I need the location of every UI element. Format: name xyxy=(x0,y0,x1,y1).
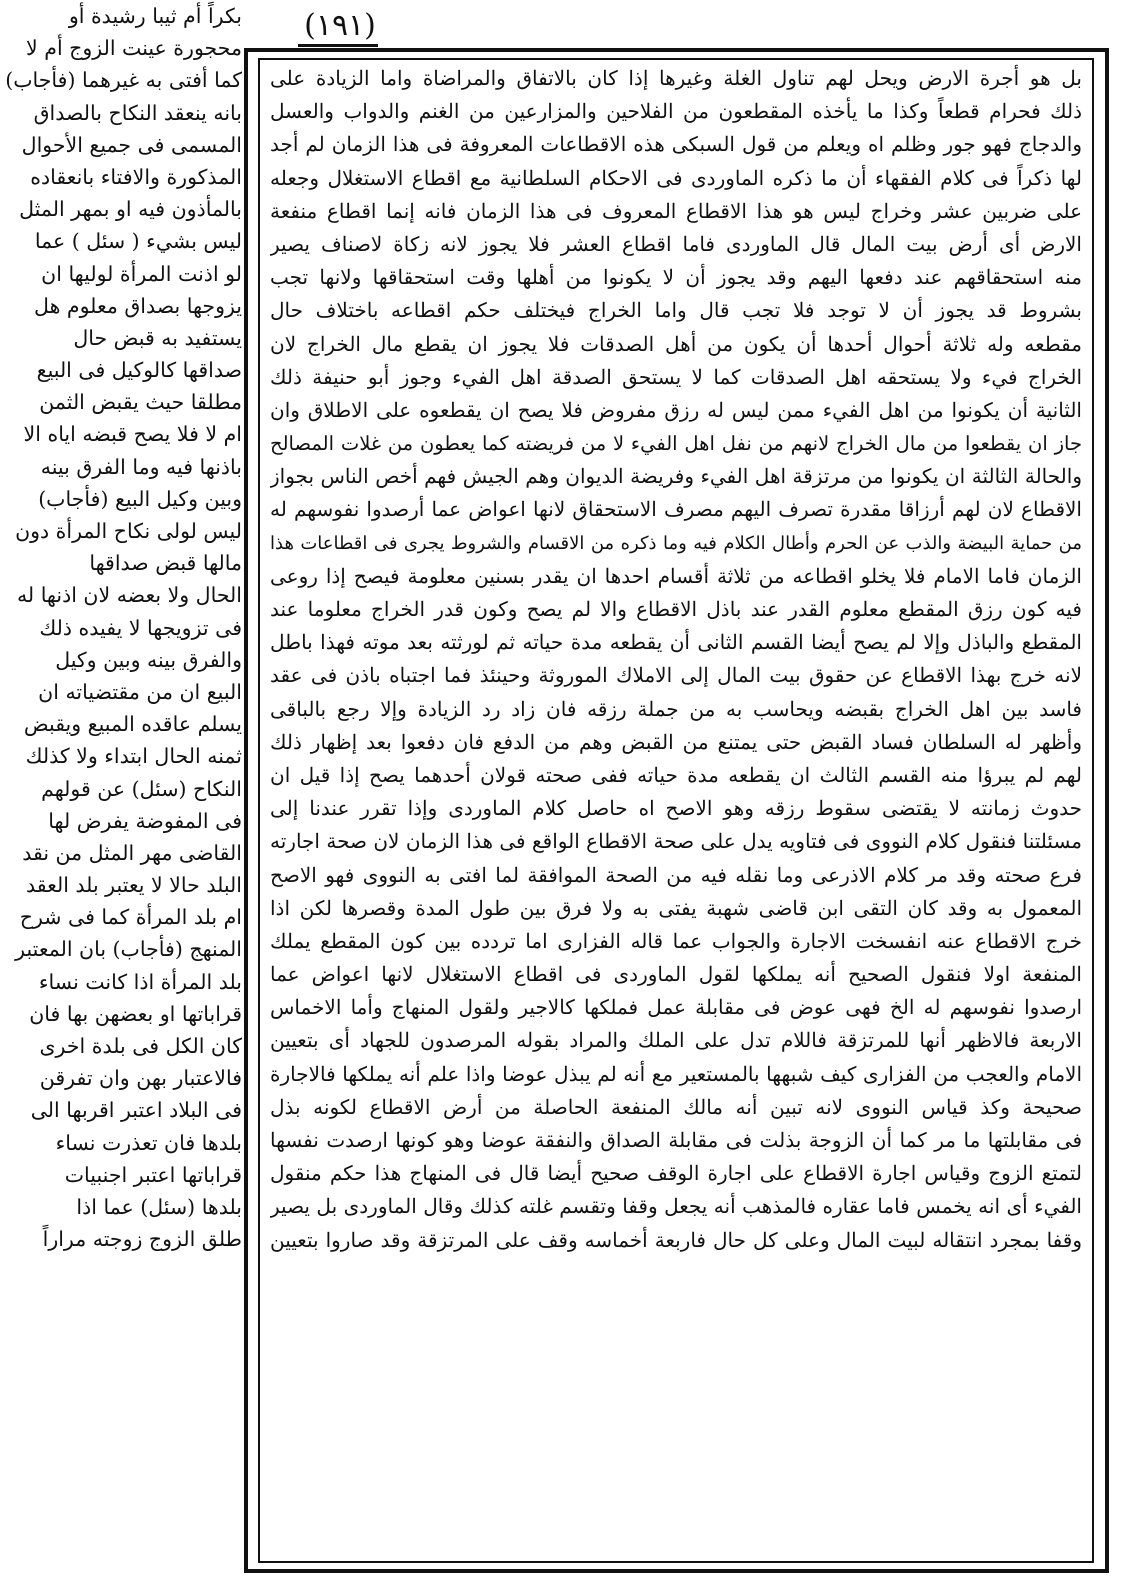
margin-line: ام لا فلا يصح قبضه اياه الا xyxy=(23,422,242,447)
main-body-text xyxy=(270,62,1082,1558)
margin-line: بانه ينعقد النكاح بالصداق xyxy=(33,100,242,125)
margin-line: ليس بشيء ( سئل ) عما xyxy=(34,229,242,254)
text-line: الاقطاع لان لهم أرزاقا مقدرة تصرف اليهم مصرف الاستحقاق لانها اعواض عما أرصدوا نفوسهم له xyxy=(270,497,1082,522)
text-line: جاز ان يقطعوا من مال الخراج لانهم من نفل اهل الفيء لا من فريضته كما يعطون من غلات المصالح xyxy=(270,432,1082,456)
page-number-rule xyxy=(298,44,378,47)
text-line: ارصدوا نفوسهم له الخ فهى عوض فى مقابلة عمل فملكها كالاجير ولقول المنهاج وأما الاخماس xyxy=(270,995,1082,1020)
text-line: منه استحقاقهم عند دفعها اليهم وقد يجوز أن لا يكونوا من أهلها وقت استحقاقها ولانها تجب xyxy=(270,265,1082,290)
margin-line: الحال ولا بعضه لان اذنها له xyxy=(16,583,242,608)
margin-line: يسلم عاقده المبيع ويقبض xyxy=(23,712,242,737)
margin-line: فى المفوضة يفرض لها xyxy=(48,808,242,833)
margin-line: والفرق بينه وبين وكيل xyxy=(55,647,242,672)
margin-line: كان الكل فى بلدة اخرى xyxy=(39,1034,242,1058)
margin-line: صداقها كالوكيل فى البيع xyxy=(36,358,242,383)
margin-line: البيع ان من مقتضياته ان xyxy=(38,679,242,704)
text-line: الفيء أى انه يخمس فاما عقاره فالمذهب أنه يجعل وقفا وتقسم غلته كذلك وقال الماوردى بل يصير xyxy=(270,1194,1082,1219)
margin-line: بالمأذون فيه او بمهر المثل xyxy=(19,197,242,222)
text-line: ذلك فحرام قطعاً وكذا ما يأخذه المقطعون من الفلاحين والمزارعين من الغنم والدواب والعسل xyxy=(270,99,1082,124)
text-line: لها ذكراً فى كلام الفقهاء أن ما ذكره الماوردى فى الاحكام السلطانية مع اقطاع الاستغلال وجعله xyxy=(270,165,1082,190)
text-line: المعمول به وقد كان التقى ابن قاضى شهبة يفتى به ولا فرق بين طول المدة وقصرها لكن اذا xyxy=(270,895,1082,920)
margin-line: قراباتها اعتبر اجنبيات xyxy=(64,1162,242,1187)
text-line: خرج الاقطاع عنه انفسخت الاجارة والجواب عما قاله الفزارى اما تردده بين كون المقطع يملك xyxy=(270,928,1082,953)
text-line: الثانية أن يكونوا من اهل الفيء ممن ليس له رزق مفروض فلا يصح ان يقطعوه على الاطلاق وان xyxy=(270,397,1082,422)
text-line: من حماية البيضة والذب عن الحرم وأطال الكلام فيه وما ذكره من الاقسام والشروط يجرى فى اقطاعات هذا xyxy=(270,532,1082,554)
text-line: فيه كون رزق المقطع معلوم القدر عند باذل الاقطاع والا لم يصح وكون قدر الخراج معلوما عند xyxy=(270,597,1082,621)
margin-line: المسمى فى جميع الأحوال xyxy=(21,132,242,157)
text-line: وأظهر له السلطان فساد القبض حتى يمتنع من القبض وهم من الدفع فان دفعوا بعد إظهار ذلك xyxy=(270,729,1082,754)
margin-line: قراباتها او بعضهن بها فان xyxy=(29,1001,242,1026)
text-line: بشروط قد يجوز أن لا توجد فلا تجب قال واما الخراج فيختلف حكم اقطاعه باختلاف حال xyxy=(270,298,1082,323)
text-line: صحيحة وكذ قياس النووى لانه تبين أنه مالك المنفعة الحاصلة من أرض الاقطاع لكونه بذل xyxy=(270,1094,1082,1119)
margin-line: بلد المرأة اذا كانت نساء xyxy=(38,969,242,994)
text-line: مقطعه وله ثلاثة أحوال أحدها أن يكون من أهل الصدقات فلا يجوز ان يقطع مال الخراج لان xyxy=(270,331,1082,356)
margin-line: فى تزويجها لا يفيده ذلك xyxy=(39,615,242,640)
margin-commentary xyxy=(4,0,242,1575)
margin-line: مطلقا حيث يقبض الثمن xyxy=(39,390,242,415)
margin-line: فى البلاد اعتبر اقربها الى xyxy=(30,1098,242,1123)
margin-line: بلدها (سئل) عما اذا xyxy=(76,1194,242,1219)
margin-line: ثمنه الحال ابتداء ولا كذلك xyxy=(25,744,242,769)
margin-line: فالاعتبار بهن وان تفرقن xyxy=(39,1066,242,1091)
page-number: (١٩١) xyxy=(304,8,376,43)
margin-line: يزوجها بصداق معلوم هل xyxy=(34,293,242,318)
margin-line: ليس لولى نكاح المرأة دون xyxy=(15,519,242,543)
text-line: الزمان فاما الامام فلا يخلو اقطاعه من ثلاثة أقسام احدها ان يقدر بسنين معلومة فيصح إذا روعى xyxy=(270,563,1082,588)
margin-line: طلق الزوج زوجته مراراً xyxy=(42,1227,242,1252)
text-line: مسئلتنا فنقول كلام النووى فى فتاويه يدل على صحة الاقطاع الواقع فى هذا الزمان لان صحة اجارته xyxy=(270,829,1082,854)
text-line: وقفا بمجرد انتقاله لبيت المال وعلى كل حال فاربعة أخماسه وقف على المرتزقة وقد صاروا بتعيين xyxy=(270,1227,1082,1252)
text-line: فى مقابلتها ما مر كما أن الزوجة بذلت فى مقابلة الصداق والنفقة عوضا وهو كونها ارصدت نفسها xyxy=(270,1128,1082,1152)
margin-line: وبين وكيل البيع (فأجاب) xyxy=(38,486,242,511)
margin-line: باذنها فيه وما الفرق بينه xyxy=(40,454,242,479)
text-line: على ضربين عشر وخراج ليس هو هذا الاقطاع المعروف فى هذا الزمان فانه إنما اقطاع منفعة xyxy=(270,198,1082,223)
text-line: الاربعة فالاظهر أنها للمرتزقة فاللام تدل على الملك والمراد بقوله المرصدون للجهاد أى بتعيين xyxy=(270,1028,1082,1053)
margin-line: بكراً أم ثيبا رشيدة أو xyxy=(68,4,242,28)
margin-line: يستفيد به قبض حال xyxy=(73,325,242,350)
margin-line: كما أفتى به غيرهما (فأجاب) xyxy=(5,68,242,93)
text-line: الامام والعجب من الفزارى كيف شبهها بالمستعير مع أنه لم يبذل عوضا واذا علم أنه يملكها فالاجارة xyxy=(270,1061,1082,1086)
text-line: الخراج فيء ولا يستحقه اهل الصدقات كما لا يستحق الصدقة اهل الفيء وجوز أبو حنيفة ذلك xyxy=(270,364,1082,389)
text-line: لتمتع الزوج وقياس اجارة الاقطاع على اجارة الوقف صحيح أيضا قال فى المنهاج هذا حكم منقول xyxy=(270,1161,1082,1186)
text-line: فاسد بين اهل الخراج بقبضه ويحاسب به من جملة رزقه فان زاد رد الزيادة وإلا رجع بالباقى xyxy=(270,696,1082,721)
margin-line: مالها قبض صداقها xyxy=(89,551,242,576)
text-line: الارض أى أرض بيت المال قال الماوردى فاما اقطاع العشر فلا يجوز لانه زكاة لاصناف يصير xyxy=(270,231,1082,256)
margin-line: القاضى مهر المثل من نقد xyxy=(22,840,242,865)
margin-line: لو اذنت المرأة لوليها ان xyxy=(41,261,242,286)
text-line: لهم لم يبرؤا منه القسم الثالث ان يقطعه مدة حياته ففى صحته قولان أحدهما يصح إذا قيل ان xyxy=(270,762,1082,787)
text-line: والحالة الثالثة ان يكونوا من مرتزقة اهل الفيء وفريضة الديوان وهم الجيش فهم أخص الناس بجواز xyxy=(270,464,1082,489)
margin-line: محجورة عينت الزوج أم لا xyxy=(26,36,242,61)
margin-line: البلد حالا لا يعتبر بلد العقد xyxy=(25,873,242,898)
margin-line: بلدها فان تعذرت نساء xyxy=(55,1130,242,1155)
text-line: لانه خرج بهذا الاقطاع عن حقوق بيت المال إلى الاملاك الموروثة وحينئذ فما اجتباه باذن فى عقد xyxy=(270,663,1082,688)
text-line: حدوث زمانته لا يقتضى سقوط رزقه وهو الاصح اه حاصل كلام الماوردى وإذا تقرر عندنا إلى xyxy=(270,796,1082,821)
text-line: فرع صحته وقد مر كلام الاذرعى وما نقله فيه من الصحة الموافقة لما افتى به النووى فهو الاصح xyxy=(270,862,1082,887)
margin-line: ام بلد المرأة كما فى شرح xyxy=(19,905,242,930)
margin-line: المذكورة والافتاء بانعقاده xyxy=(30,164,242,189)
text-line: المنفعة اولا فنقول الصحيح أنه يملكها لقول الماوردى فى اقطاع الاستغلال لانها اعواض عما xyxy=(270,962,1082,987)
margin-line: النكاح (سئل) عن قولهم xyxy=(41,776,242,801)
text-line: المقطع والباذل وإلا لم يصح أيضا القسم الثانى أن يقطعه مدة حياته ثم لورثته بعد موته فهذا باطل xyxy=(270,630,1082,655)
margin-line: المنهج (فأجاب) بان المعتبر xyxy=(15,937,242,962)
text-line: والدجاج فهو جور وظلم اه ويعلم من قول السبكى هذه الاقطاعات المعروفة فى هذا الزمان لم أجد xyxy=(270,132,1082,157)
text-line: بل هو أجرة الارض ويحل لهم تناول الغلة وغيرها إذا كان بالاتفاق والمراضاة واما الزيادة على xyxy=(270,66,1082,90)
